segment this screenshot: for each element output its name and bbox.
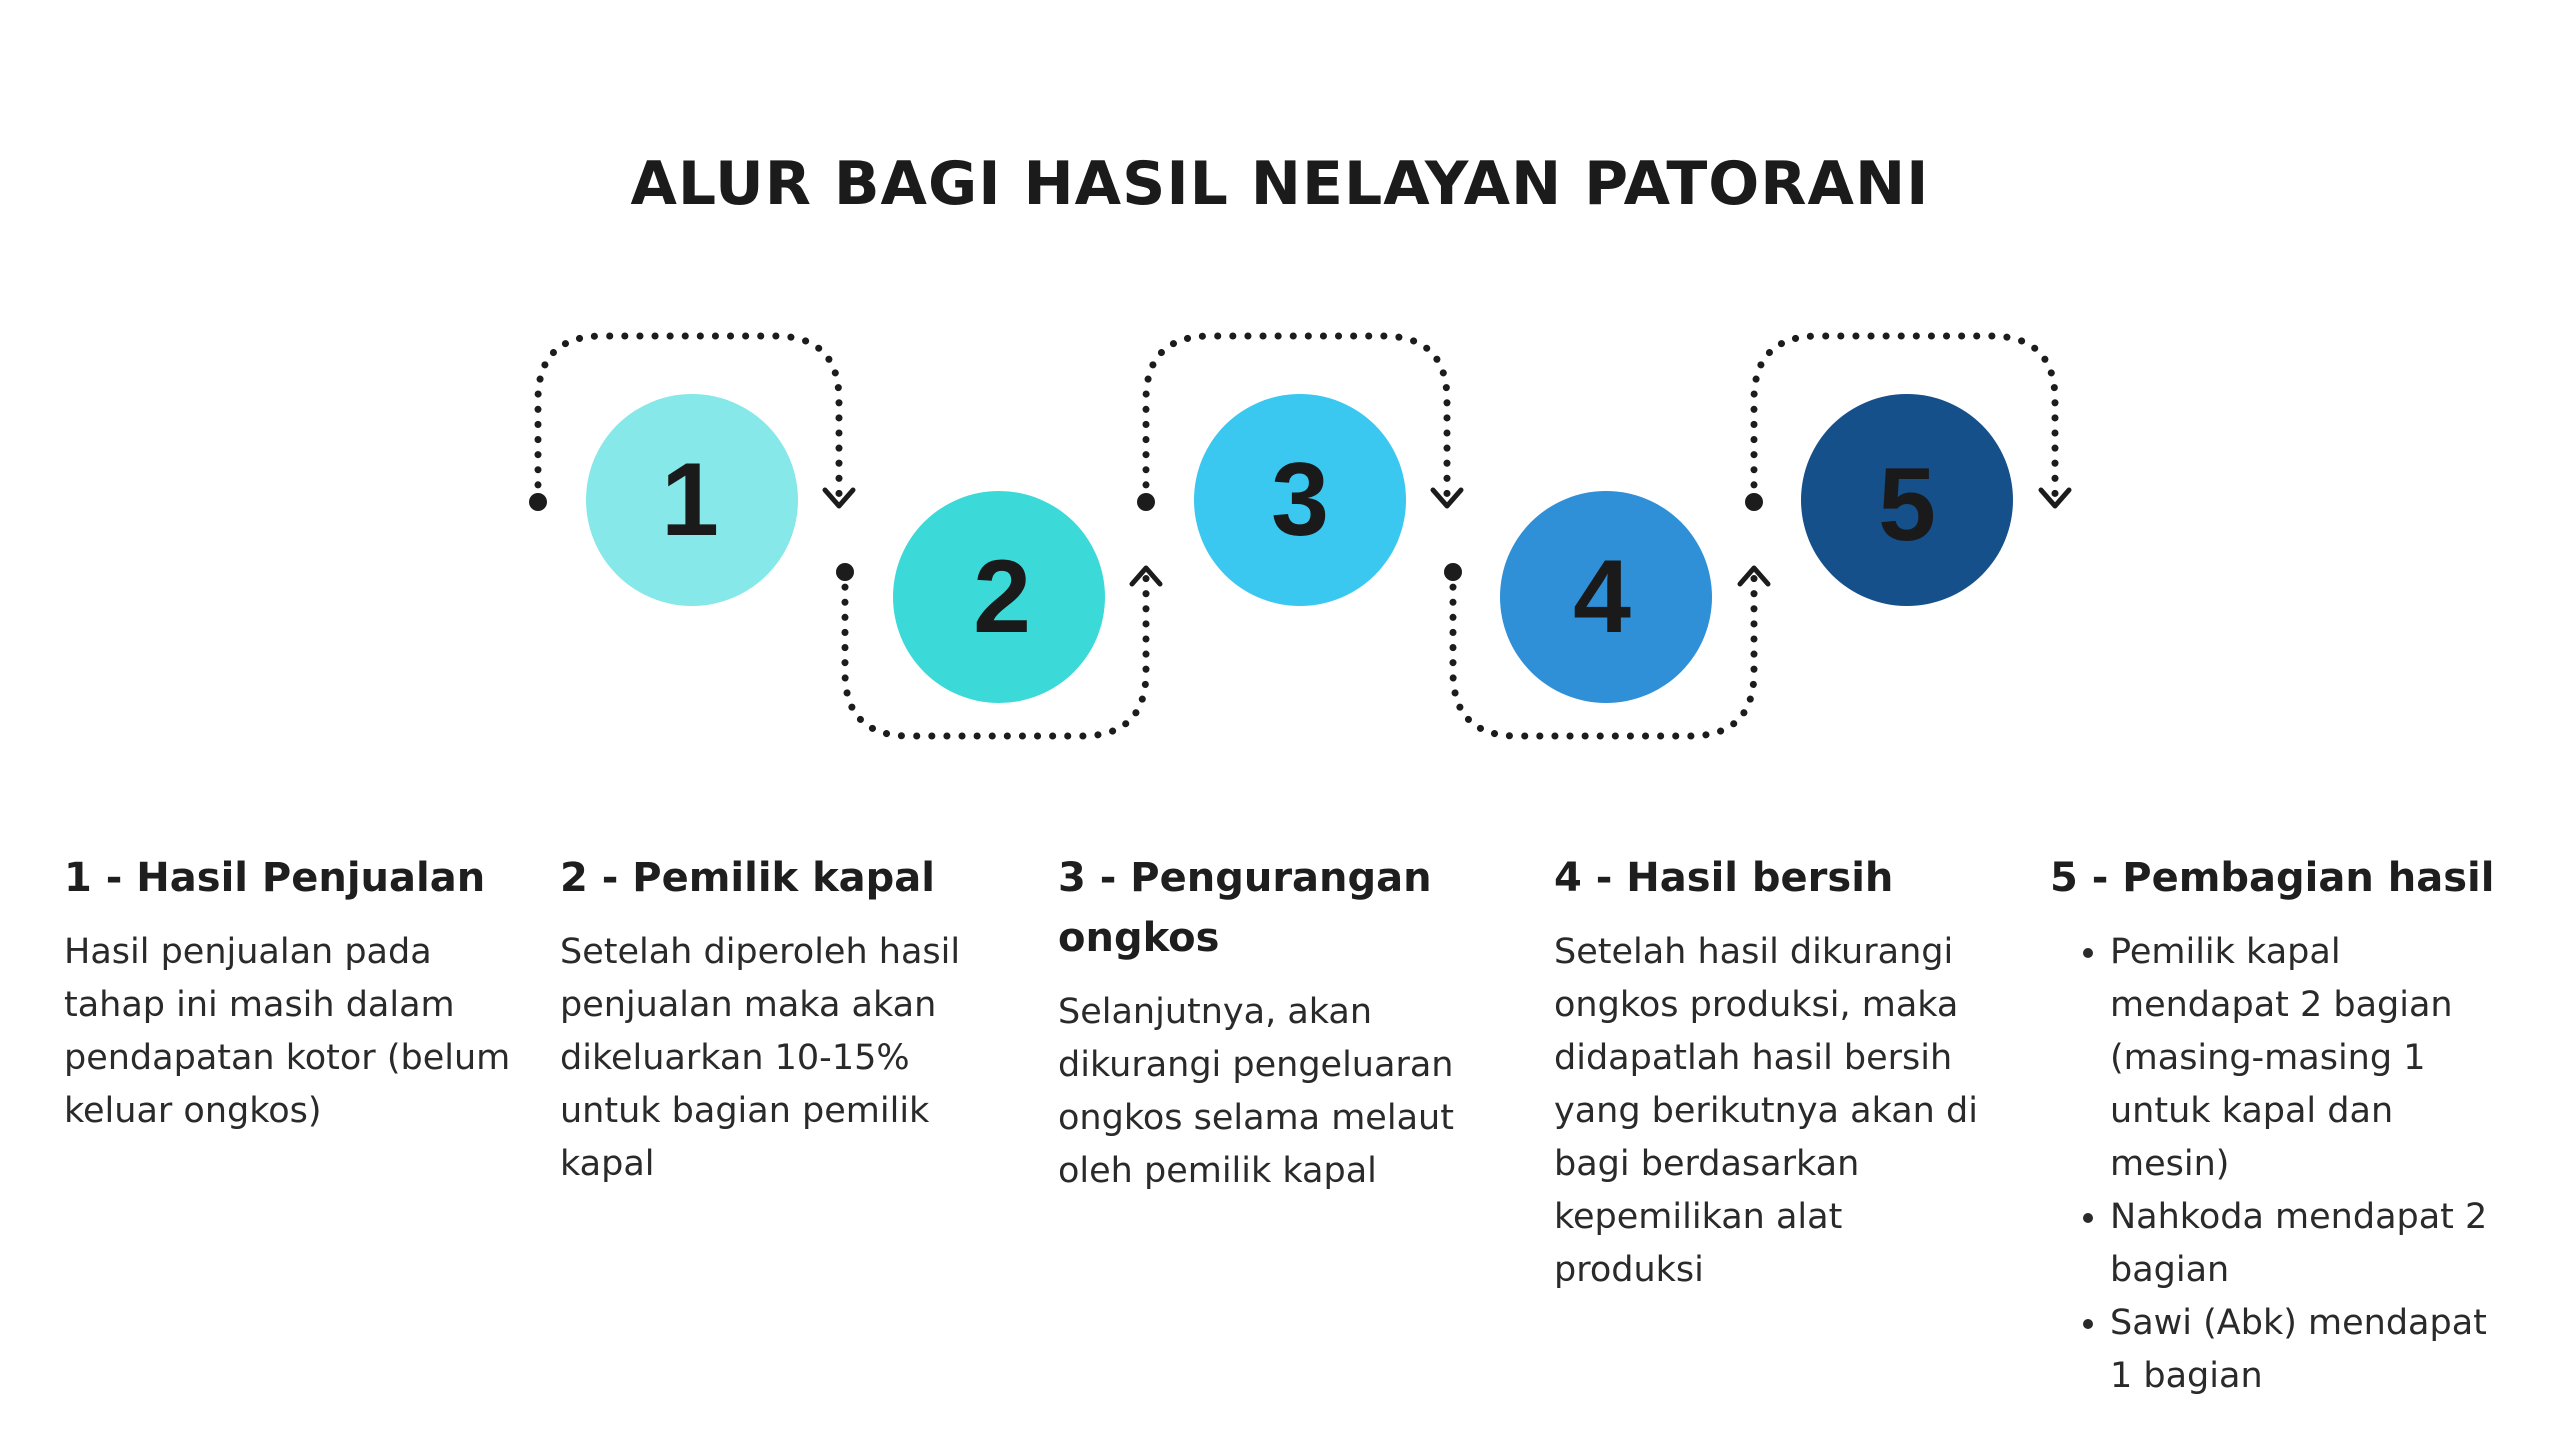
step-text-1: Hasil penjualan pada tahap ini masih dalam pendapatan kotor (belum keluar ongkos) xyxy=(64,932,511,1131)
step-heading-2: 2 - Pemilik kapal xyxy=(560,855,935,901)
list-item: • Sawi (Abk) mendapat 1 bagian xyxy=(2110,1297,2520,1403)
step-description-2 xyxy=(560,848,980,1191)
step-text-4: Setelah hasil dikurangi ongkos produksi, maka didapatlah hasil bersih yang berikutnya akan di bagi berdasarkan kepemilikan alat produksi xyxy=(1554,932,1978,1290)
connector-start-dot-4 xyxy=(1444,563,1462,581)
connector-start-dot-1 xyxy=(529,493,547,511)
step-number-1: 1 xyxy=(661,442,719,558)
list-item: • Pemilik kapal mendapat 2 bagian (masing-masing 1 untuk kapal dan mesin) xyxy=(2110,926,2520,1191)
connector-start-dot-2 xyxy=(836,563,854,581)
step-description-4 xyxy=(1554,848,1984,1297)
connector-start-dot-3 xyxy=(1137,493,1155,511)
step-description-3 xyxy=(1058,848,1488,1198)
step-description-1 xyxy=(64,848,514,1138)
step-number-4: 4 xyxy=(1573,539,1631,655)
step-heading-3: 3 - Pengurangan ongkos xyxy=(1058,855,1432,961)
step-number-3: 3 xyxy=(1271,442,1329,558)
step-text-2: Setelah diperoleh hasil penjualan maka akan dikeluarkan 10-15% untuk bagian pemilik kapal xyxy=(560,932,961,1184)
step-description-5 xyxy=(2050,848,2520,1403)
connector-start-dot-5 xyxy=(1745,493,1763,511)
step-heading-4: 4 - Hasil bersih xyxy=(1554,855,1894,901)
step-heading-5: 5 - Pembagian hasil xyxy=(2050,855,2495,901)
diagram-title: ALUR BAGI HASIL NELAYAN PATORANI xyxy=(630,149,1930,219)
step-number-2: 2 xyxy=(973,539,1031,655)
list-item: • Nahkoda mendapat 2 bagian xyxy=(2110,1191,2520,1297)
step-heading-1: 1 - Hasil Penjualan xyxy=(64,855,486,901)
step-text-3: Selanjutnya, akan dikurangi pengeluaran ongkos selama melaut oleh pemilik kapal xyxy=(1058,992,1454,1191)
step-bullet-list-5 xyxy=(2050,926,2520,1403)
step-number-5: 5 xyxy=(1878,447,1936,563)
